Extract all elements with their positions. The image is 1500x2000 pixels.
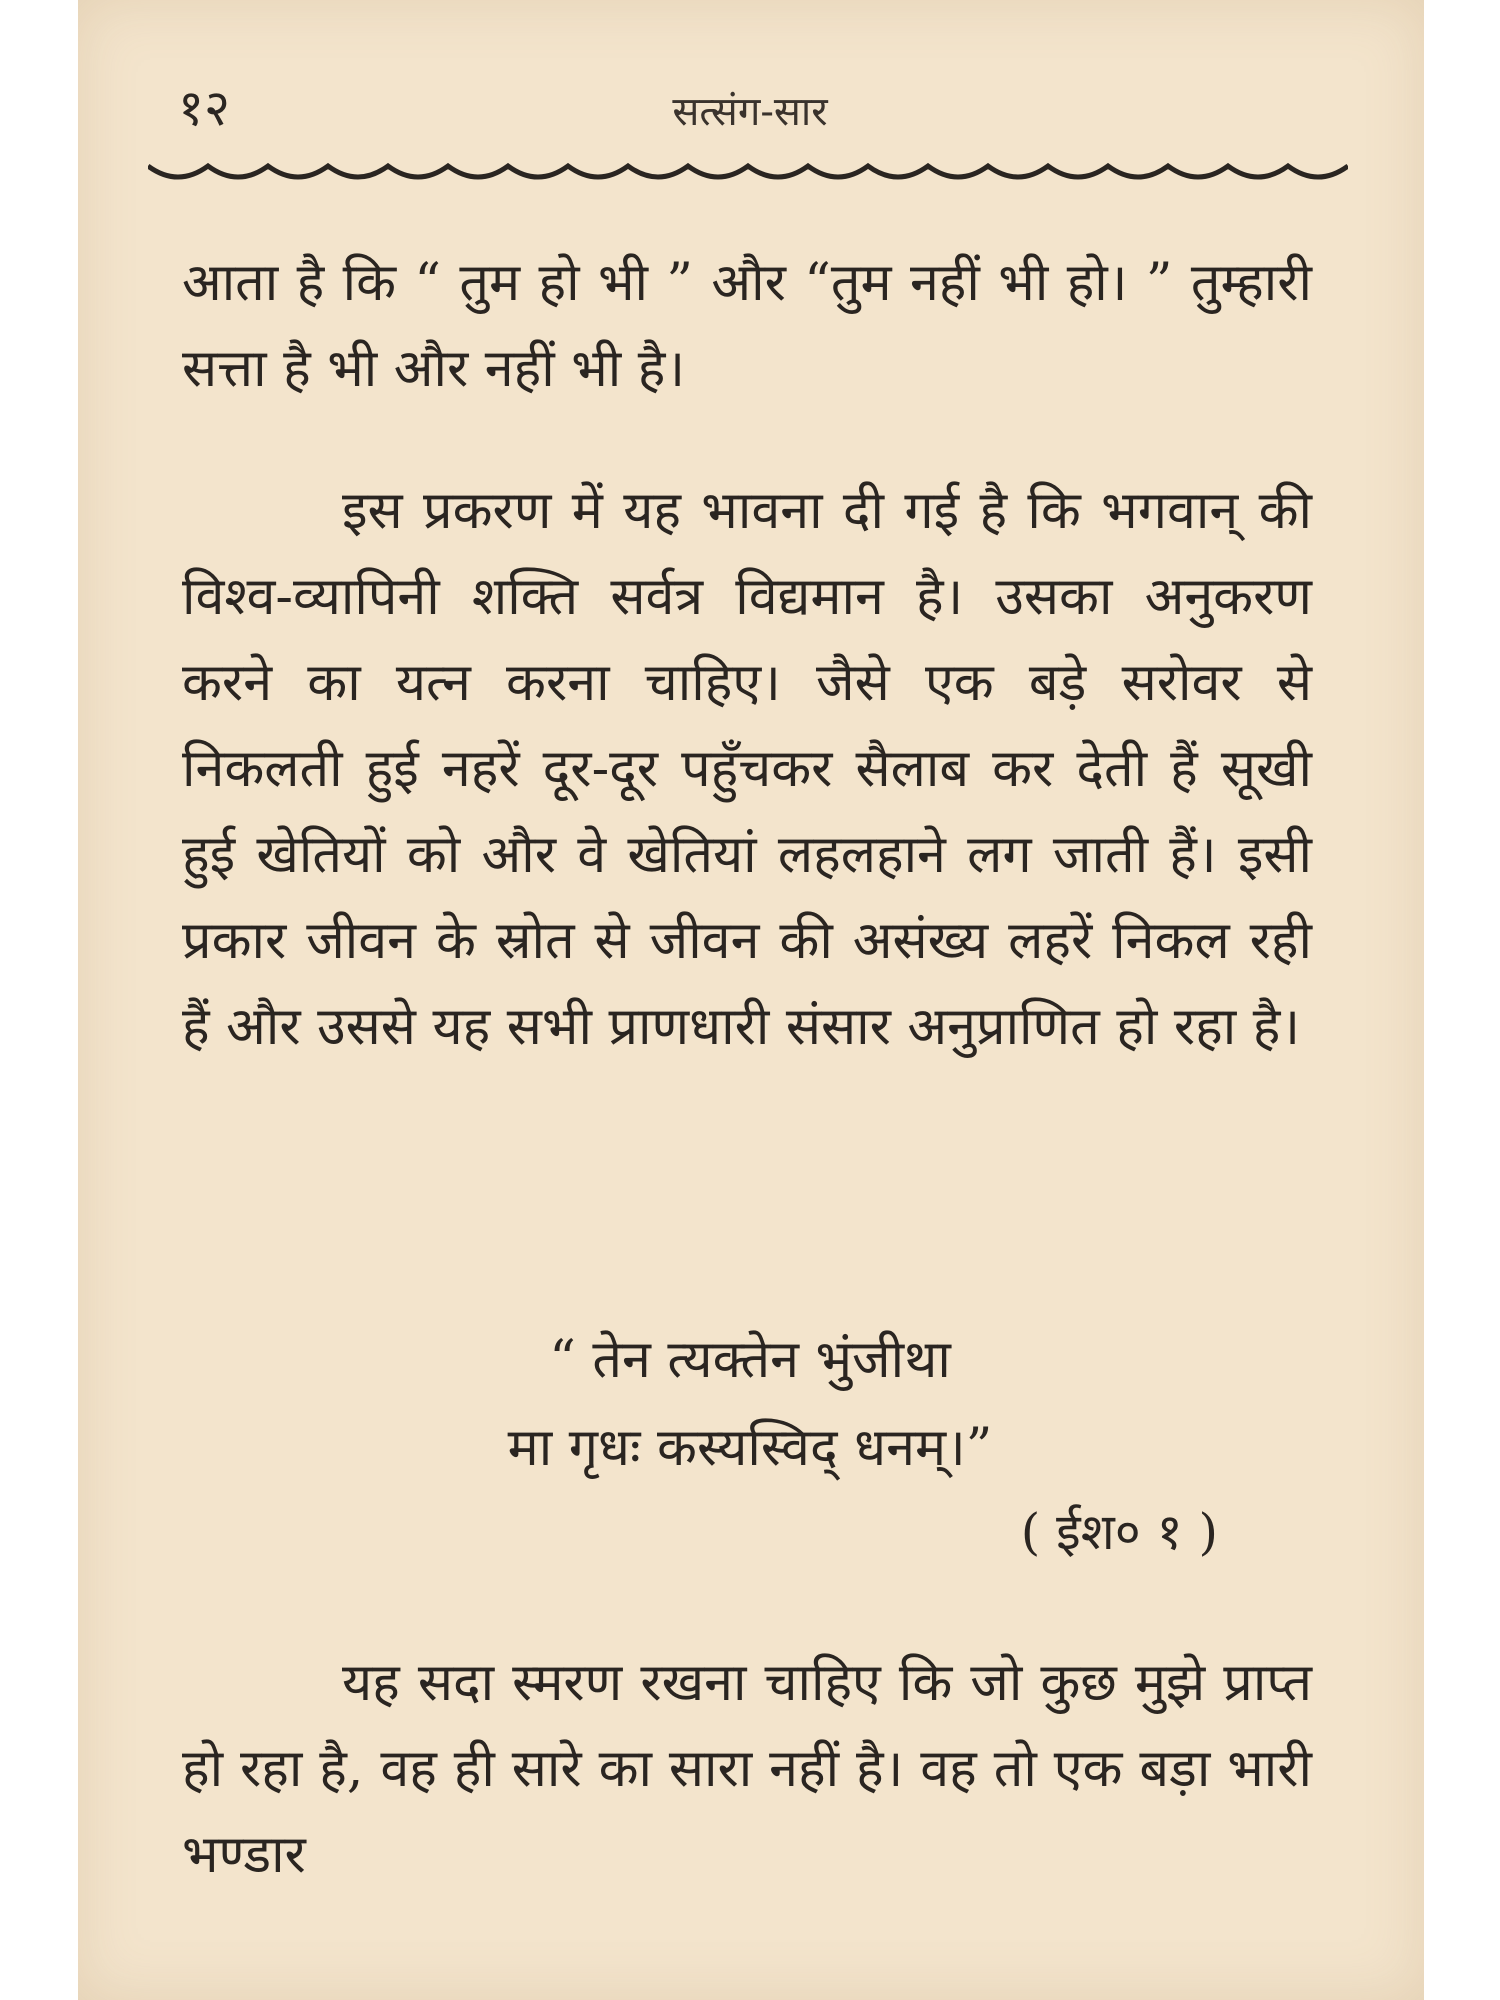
paragraph-1: आता है कि “ तुम हो भी ” और “तुम नहीं भी हो। ” तुम्हारी सत्ता है भी और नहीं भी है। <box>182 253 1312 399</box>
quote-reference: ( ईश० १ ) <box>1020 1503 1218 1561</box>
paragraph-2: इस प्रकरण में यह भावना दी गई है कि भगवान् की विश्व-व्यापिनी शक्ति सर्वत्र विद्यमान है। उसका अनुकरण करने का यत्न करना चाहिए। जैसे एक बड़े सरोवर से निकलती हुई नहरें दूर-दूर पहुँचकर सैलाब कर देती हैं सूखी हुई खेतियों को और वे खेतियां लहलहाने लग जाती हैं। इसी प्रकार जीवन के स्रोत से जीवन की असंख्य लहरें निकल रही हैं और उससे यह सभी प्राणधारी संसार अनुप्राणित हो रहा है। <box>182 481 1312 1057</box>
paragraph-3: यह सदा स्मरण रखना चाहिए कि जो कुछ मुझे प्राप्त हो रहा है, वह ही सारे का सारा नहीं है। वह तो एक बड़ा भारी भण्डार <box>182 1653 1312 1885</box>
page-number: १२ <box>178 79 230 137</box>
running-title: सत्संग-सार <box>672 89 828 135</box>
quote-line-1: “ तेन त्यक्तेन भुंजीथा <box>549 1330 951 1390</box>
quote-line-2: मा गृधः कस्यस्विद् धनम्।” <box>507 1418 993 1478</box>
decorative-wave-rule <box>148 148 1348 188</box>
